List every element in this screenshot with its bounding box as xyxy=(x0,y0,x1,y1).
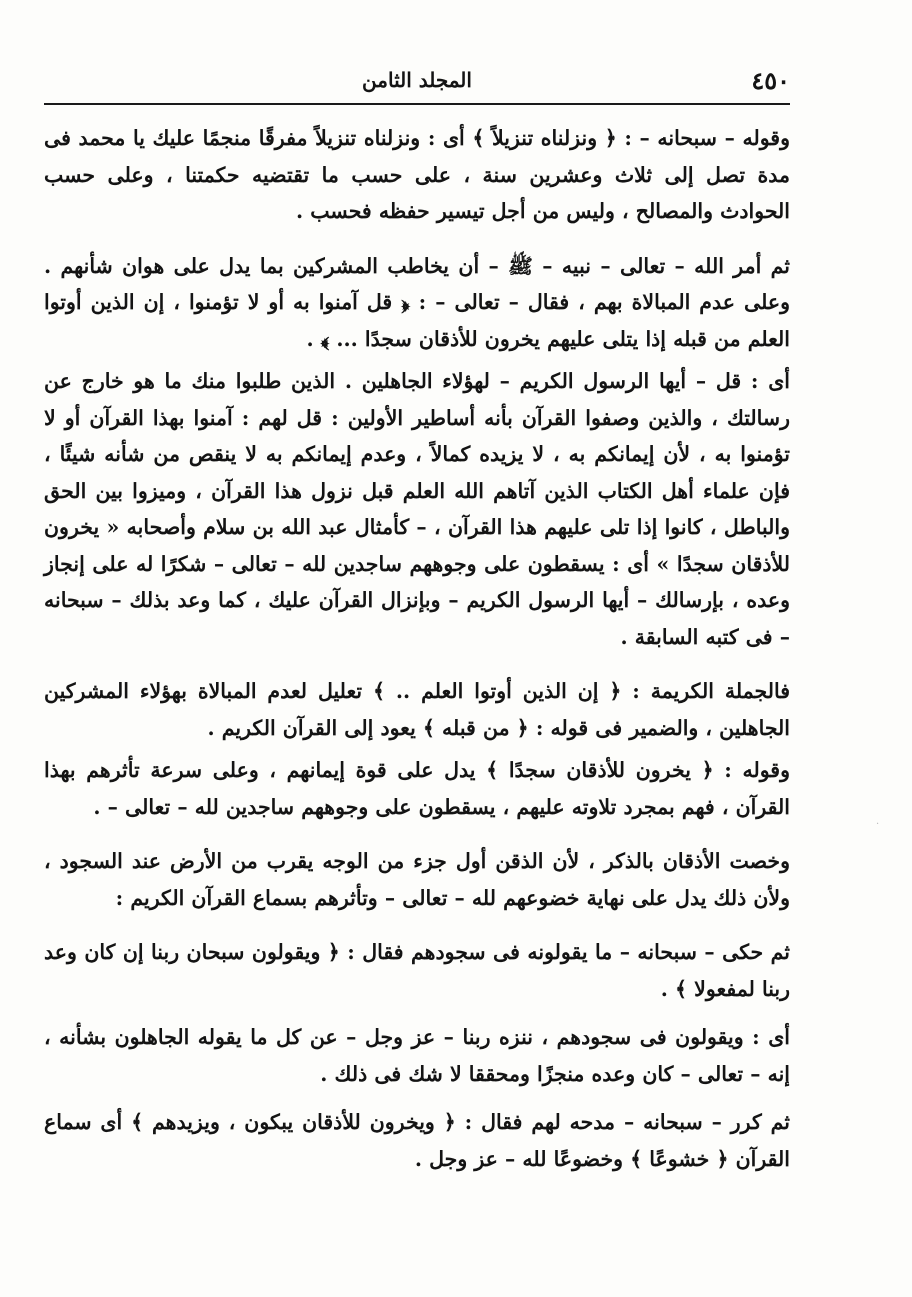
header-rule xyxy=(44,103,790,105)
paragraph: ثم كرر – سبحانه – مدحه لهم فقال : ﴿ ويخرون للأذقان يبكون ، ويزيدهم ﴾ أى سماع القرآن ﴿ خشوعًا ﴾ وخضوعًا لله – عز وجل . xyxy=(44,1110,790,1171)
paragraph: فالجملة الكريمة : ﴿ إن الذين أوتوا العلم .. ﴾ تعليل لعدم المبالاة بهؤلاء المشركين الجاهلين ، والضمير فى قوله : ﴿ من قبله ﴾ يعود إلى القرآن الكريم . xyxy=(44,679,790,740)
paragraph: وقوله : ﴿ يخرون للأذقان سجدًا ﴾ يدل على قوة إيمانهم ، وعلى سرعة تأثرهم بهذا القرآن ، فهم بمجرد تلاوته عليهم ، يسقطون على وجوههم ساجدين لله – تعالى – . xyxy=(44,758,790,819)
paragraph: ثم حكى – سبحانه – ما يقولونه فى سجودهم فقال : ﴿ ويقولون سبحان ربنا إن كان وعد ربنا لمفعولا ﴾ . xyxy=(44,940,790,1001)
paragraph: أى : قل – أيها الرسول الكريم – لهؤلاء الجاهلين . الذين طلبوا منك ما هو خارج عن رسالتك ، والذين وصفوا القرآن بأنه أساطير الأولين : قل لهم : آمنوا بهذا القرآن أو لا تؤمنوا به ، لأن إيمانكم به ، لا يزيده كمالاً ، وعدم إيمانكم به لا ينقص من شأنه شيئًا ، فإن علماء أهل الكتاب الذين آتاهم الله العلم قبل نزول هذا القرآن ، وميزوا بين الحق والباطل ، كانوا إذا تلى عليهم هذا القرآن ، – كأمثال عبد الله بن سلام وأصحابه « يخرون للأذقان سجدًا » أى : يسقطون على وجوههم ساجدين لله – تعالى – شكرًا له على إنجاز وعده ، بإرسالك – أيها الرسول الكريم – وبإنزال القرآن عليك ، كما وعد بذلك – سبحانه – فى كتبه السابقة . xyxy=(44,369,790,649)
running-title: المجلد الثامن xyxy=(362,68,472,92)
margin-speck: · xyxy=(876,819,880,830)
paragraph: وقوله – سبحانه – : ﴿ ونزلناه تنزيلاً ﴾ أى : ونزلناه تنزيلاً مفرقًا منجمًا عليك يا محمد فى مدة تصل إلى ثلاث وعشرين سنة ، على حسب ما تقتضيه حكمتنا ، وعلى حسب الحوادث والمصالح ، وليس من أجل تيسير حفظه فحسب . xyxy=(44,126,790,223)
page-header xyxy=(44,62,790,102)
body-text xyxy=(44,120,790,1177)
paragraph: ثم أمر الله – تعالى – نبيه – ﷺ – أن يخاطب المشركين بما يدل على هوان شأنهم . وعلى عدم المبالاة بهم ، فقال – تعالى – : ﴿ قل آمنوا به أو لا تؤمنوا ، إن الذين أوتوا العلم من قبله إذا يتلى عليهم يخرون للأذقان سجدًا ... ﴾ . xyxy=(44,253,790,351)
paragraph: وخصت الأذقان بالذكر ، لأن الذقن أول جزء من الوجه يقرب من الأرض عند السجود ، ولأن ذلك يدل على نهاية خضوعهم لله – تعالى – وتأثرهم بسماع القرآن الكريم : xyxy=(44,849,790,910)
paragraph: أى : ويقولون فى سجودهم ، ننزه ربنا – عز وجل – عن كل ما يقوله الجاهلون بشأنه ، إنه – تعالى – كان وعده منجزًا ومحققا لا شك فى ذلك . xyxy=(44,1025,790,1086)
page-number: ٤٥٠ xyxy=(751,66,790,95)
